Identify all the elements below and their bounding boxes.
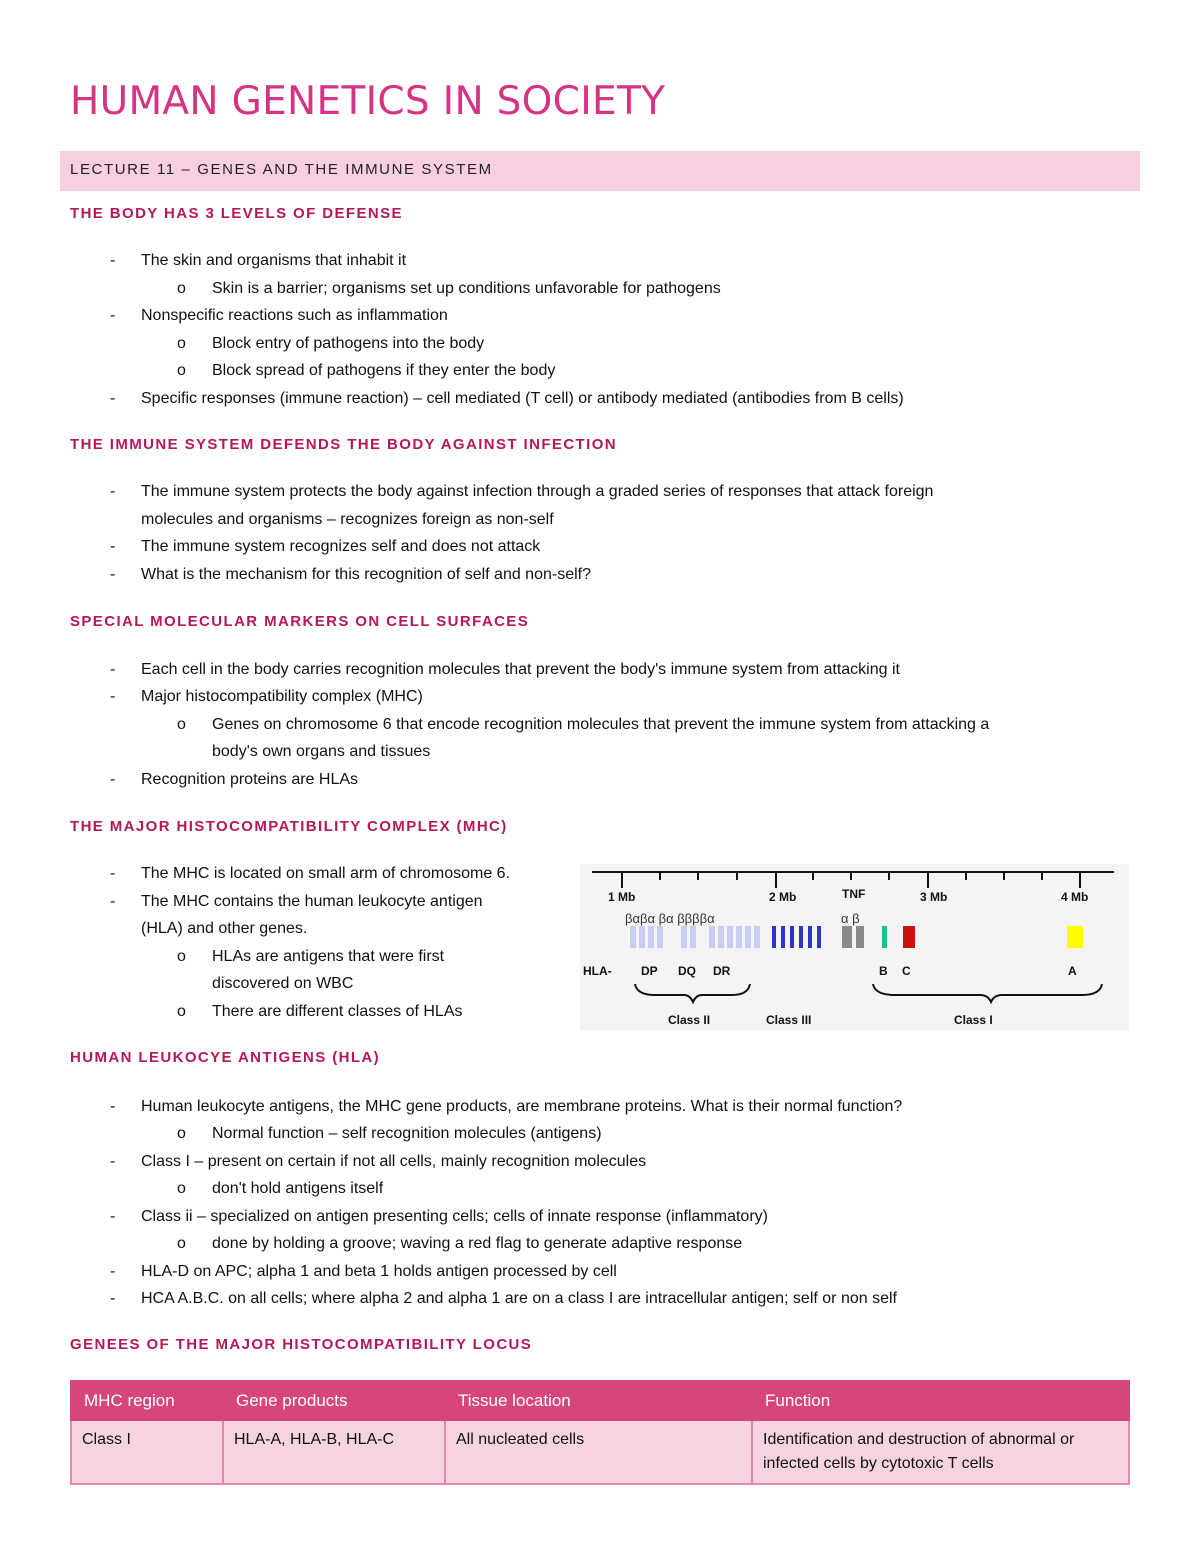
bullet-dash: - — [110, 1153, 116, 1170]
table-cell: All nucleated cells — [445, 1420, 752, 1484]
list-item: HLA-D on APC; alpha 1 and beta 1 holds antigen processed by cell — [141, 1263, 617, 1280]
locus-label: DQ — [678, 964, 696, 978]
list-item: There are different classes of HLAs — [212, 1003, 463, 1020]
bullet-circle: o — [177, 716, 186, 733]
scale-label: 1 Mb — [608, 890, 636, 904]
list-item: Major histocompatibility complex (MHC) — [141, 688, 423, 705]
tnf-label: TNF — [842, 887, 866, 901]
list-item: The immune system recognizes self and does not attack — [141, 538, 541, 555]
bullet-dash: - — [110, 307, 116, 324]
table-cell: Class I — [71, 1420, 223, 1484]
list-item: Block spread of pathogens if they enter the body — [212, 362, 556, 379]
class-label: Class I — [954, 1013, 993, 1027]
section-heading: THE IMMUNE SYSTEM DEFENDS THE BODY AGAINST INFECTION — [70, 436, 617, 453]
table-cell: HLA-A, HLA-B, HLA-C — [223, 1420, 445, 1484]
document-title: HUMAN GENETICS IN SOCIETY — [70, 79, 666, 124]
mhc-genes-table — [70, 1380, 1130, 1485]
section-heading: THE BODY HAS 3 LEVELS OF DEFENSE — [70, 205, 403, 222]
bullet-dash: - — [110, 661, 116, 678]
list-item-continuation: molecules and organisms – recognizes foreign as non-self — [141, 511, 554, 528]
list-item: Nonspecific reactions such as inflammation — [141, 307, 448, 324]
bullet-dash: - — [110, 1263, 116, 1280]
list-item: Specific responses (immune reaction) – cell mediated (T cell) or antibody mediated (antibodies from B cells) — [141, 390, 904, 407]
list-item: Human leukocyte antigens, the MHC gene products, are membrane proteins. What is their normal function? — [141, 1098, 903, 1115]
list-item: done by holding a groove; waving a red flag to generate adaptive response — [212, 1235, 743, 1252]
list-item: Class ii – specialized on antigen presenting cells; cells of innate response (inflammatory) — [141, 1208, 768, 1225]
list-item: The immune system protects the body against infection through a graded series of responses that attack foreign — [141, 483, 934, 500]
list-item: HLAs are antigens that were first — [212, 948, 445, 965]
section-heading: SPECIAL MOLECULAR MARKERS ON CELL SURFACES — [70, 613, 530, 630]
bullet-dash: - — [110, 1208, 116, 1225]
bullet-dash: - — [110, 865, 116, 882]
hla-c-gene-bar — [903, 926, 915, 948]
bullet-dash: - — [110, 252, 116, 269]
locus-label: DP — [641, 964, 658, 978]
bullet-circle: o — [177, 362, 186, 379]
list-item-continuation: discovered on WBC — [212, 975, 354, 992]
list-item: Class I – present on certain if not all cells, mainly recognition molecules — [141, 1153, 647, 1170]
bullet-dash: - — [110, 538, 116, 555]
mhc-chromosome-map — [580, 864, 1129, 1030]
bullet-circle: o — [177, 1180, 186, 1197]
locus-label: DR — [713, 964, 731, 978]
bullet-circle: o — [177, 1235, 186, 1252]
table-cell: Identification and destruction of abnormal or infected cells by cytotoxic T cells — [752, 1420, 1129, 1484]
bullet-circle: o — [177, 335, 186, 352]
table-header: MHC region — [71, 1381, 223, 1420]
class2-greek-labels: βαβα βα ββββα — [625, 911, 715, 926]
scale-label: 3 Mb — [920, 890, 948, 904]
bullet-circle: o — [177, 280, 186, 297]
table-header: Gene products — [223, 1381, 445, 1420]
list-item: don't hold antigens itself — [212, 1180, 384, 1197]
list-item: Each cell in the body carries recognition molecules that prevent the body's immune system from attacking it — [141, 661, 900, 678]
section-heading: GENEES OF THE MAJOR HISTOCOMPATIBILITY LOCUS — [70, 1336, 533, 1353]
class2-gene-bars — [630, 926, 760, 948]
list-item: Recognition proteins are HLAs — [141, 771, 359, 788]
table-header: Tissue location — [445, 1381, 752, 1420]
bullet-dash: - — [110, 1290, 116, 1307]
list-item: Genes on chromosome 6 that encode recognition molecules that prevent the immune system from attacking a — [212, 716, 990, 733]
hla-b-gene-bar — [882, 926, 887, 948]
list-item: Normal function – self recognition molecules (antigens) — [212, 1125, 602, 1142]
class-label: Class II — [668, 1013, 711, 1027]
class-label: Class III — [766, 1013, 812, 1027]
bullet-dash: - — [110, 771, 116, 788]
bullet-circle: o — [177, 1003, 186, 1020]
list-item: The MHC contains the human leukocyte antigen — [141, 893, 483, 910]
locus-label: C — [902, 964, 911, 978]
list-item: The MHC is located on small arm of chromosome 6. — [141, 865, 511, 882]
table-header-row — [71, 1381, 1129, 1420]
bullet-dash: - — [110, 688, 116, 705]
scale-label: 2 Mb — [769, 890, 797, 904]
hla-prefix-label: HLA- — [583, 964, 612, 978]
tnf-greek-labels: α β — [841, 911, 860, 926]
lecture-title: LECTURE 11 – GENES AND THE IMMUNE SYSTEM — [70, 161, 493, 178]
hla-a-gene-bar — [1067, 926, 1083, 948]
lecture-banner — [60, 151, 1140, 191]
bullet-dash: - — [110, 893, 116, 910]
bullet-circle: o — [177, 948, 186, 965]
bullet-circle: o — [177, 1125, 186, 1142]
list-item: HCA A.B.C. on all cells; where alpha 2 and alpha 1 are on a class I are intracellular antigen; self or non self — [141, 1290, 897, 1307]
bullet-dash: - — [110, 566, 116, 583]
table-row — [71, 1420, 1129, 1484]
locus-label: B — [879, 964, 888, 978]
bullet-dash: - — [110, 483, 116, 500]
section-heading: THE MAJOR HISTOCOMPATIBILITY COMPLEX (MHC) — [70, 818, 508, 835]
scale-label: 4 Mb — [1061, 890, 1089, 904]
list-item-continuation: body's own organs and tissues — [212, 743, 431, 760]
bullet-dash: - — [110, 1098, 116, 1115]
locus-label: A — [1068, 964, 1077, 978]
bullet-dash: - — [110, 390, 116, 407]
list-item: Block entry of pathogens into the body — [212, 335, 485, 352]
list-item: The skin and organisms that inhabit it — [141, 252, 407, 269]
list-item-continuation: (HLA) and other genes. — [141, 920, 308, 937]
table-header: Function — [752, 1381, 1129, 1420]
list-item: Skin is a barrier; organisms set up conditions unfavorable for pathogens — [212, 280, 721, 297]
document-page — [70, 78, 1140, 1472]
list-item: What is the mechanism for this recognition of self and non-self? — [141, 566, 591, 583]
section-heading: HUMAN LEUKOCYE ANTIGENS (HLA) — [70, 1049, 381, 1066]
